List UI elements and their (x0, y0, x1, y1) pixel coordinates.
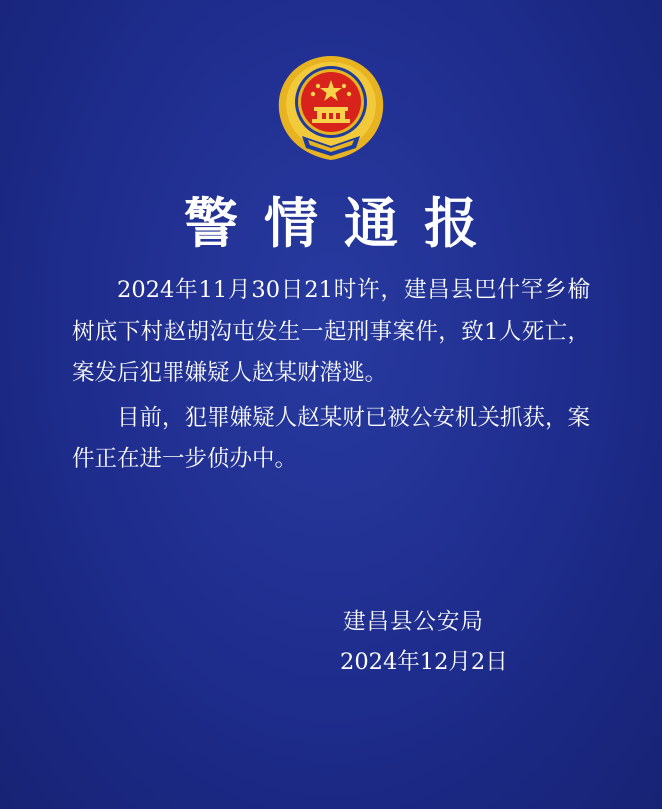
issuer-name: 建昌县公安局 (343, 609, 485, 635)
notice-title: 警情通报 (184, 192, 504, 255)
notice-signature (340, 602, 600, 682)
police-emblem-icon (272, 52, 390, 164)
notice-paragraph: 目前，犯罪嫌疑人赵某财已被公安机关抓获，案件正在进一步侦办中。 (72, 404, 590, 472)
issue-date: 2024年12月2日 (340, 649, 508, 675)
notice-paragraph: 2024年11月30日21时许，建昌县巴什罕乡榆树底下村赵胡沟屯发生一起刑事案件，致1人死亡，案发后犯罪嫌疑人赵某财潜逃。 (72, 277, 590, 386)
notice-body (72, 270, 590, 484)
